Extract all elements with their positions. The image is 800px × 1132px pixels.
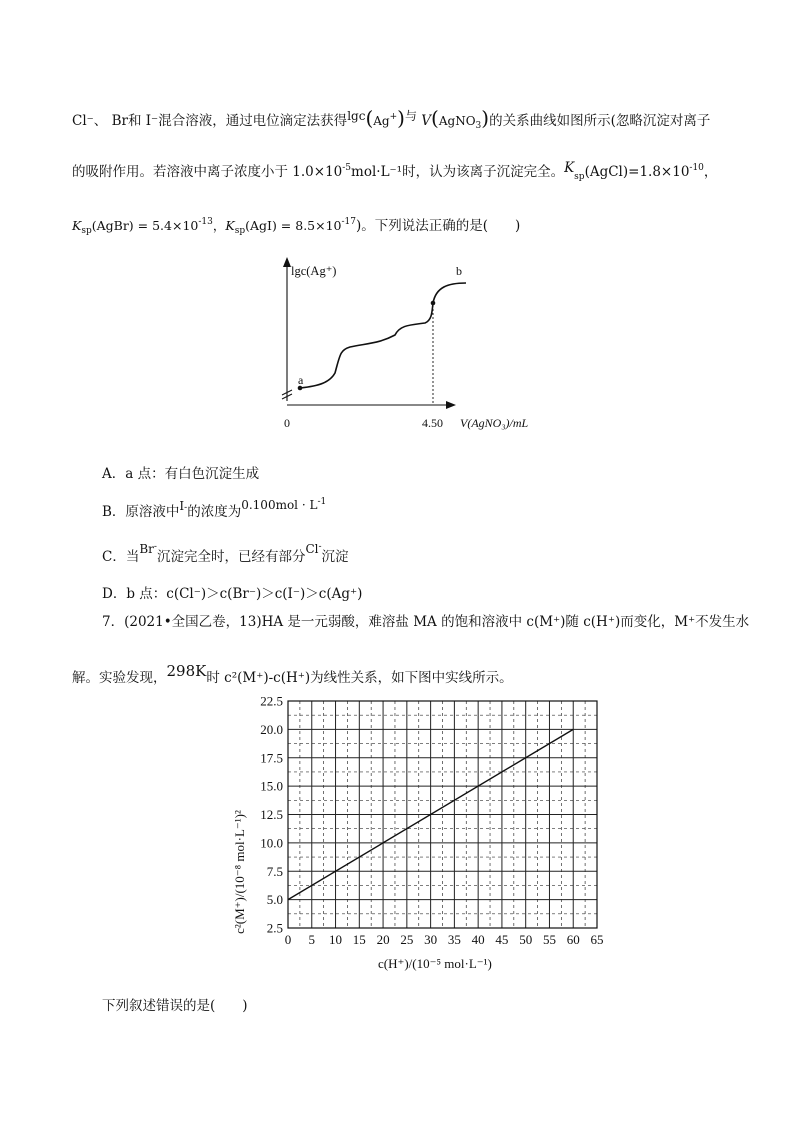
x-tick-label: 60 bbox=[566, 932, 580, 947]
x-tick-label: 35 bbox=[447, 932, 461, 947]
y-axis-title: c²(M⁺)/(10⁻⁸ mol·L⁻¹)² bbox=[232, 810, 247, 934]
p7-line2: 解。实验发现，298K时 c²(M⁺)-c(H⁺)为线性关系，如下图中实线所示。 bbox=[72, 662, 513, 686]
y-tick-label: 7.5 bbox=[266, 863, 283, 879]
origin-label: 0 bbox=[284, 416, 290, 430]
chart-grid bbox=[288, 701, 597, 928]
y-tick-label: 22.5 bbox=[260, 693, 283, 709]
p6-line2: 的吸附作用。若溶液中离子浓度小于 $1.0\times 10^{-5}mol\cdot L^{-1}$时，认为该离子沉淀完全。$K_{sp}(AgCl)=1.8\times 10^{-10}$， bbox=[72, 160, 718, 182]
point-a-label: a bbox=[298, 373, 304, 387]
x-tick-label: 65 bbox=[590, 932, 604, 947]
point-b-marker bbox=[431, 301, 436, 306]
titration-curve bbox=[300, 283, 466, 388]
x-tick-label: 5 bbox=[308, 932, 316, 947]
y-tick-label: 15.0 bbox=[260, 778, 283, 794]
p7-line1: 7．(2021•全国乙卷，13)HA 是一元弱酸，难溶盐 MA 的饱和溶液中 c(M⁺)随 c(H⁺)而变化，M⁺不发生水 bbox=[102, 614, 750, 630]
x-tick-label: 25 bbox=[400, 932, 414, 947]
y-axis-arrow bbox=[283, 257, 291, 267]
y-tick-label: 17.5 bbox=[260, 750, 283, 766]
x-tick-label: 30 bbox=[424, 932, 438, 947]
y-tick-label: 2.5 bbox=[266, 920, 283, 936]
x-axis-title: c(H⁺)/(10⁻⁵ mol·L⁻¹) bbox=[378, 956, 492, 971]
y-axis-label: lgc(Ag⁺) bbox=[291, 264, 337, 278]
x-axis-arrow bbox=[446, 401, 456, 409]
y-tick-label: 20.0 bbox=[260, 721, 283, 737]
x-tick-label: 15 bbox=[352, 932, 366, 947]
linear-chart bbox=[220, 690, 620, 980]
y-tick-label: 10.0 bbox=[260, 835, 283, 851]
option-b: B．原溶液中I-的浓度为$0.100mol \cdot L^{-1}$ bbox=[102, 497, 327, 520]
titration-graph bbox=[270, 255, 570, 435]
x-mark-label: 4.50 bbox=[422, 416, 443, 430]
p7-question: 下列叙述错误的是( ) bbox=[102, 998, 248, 1014]
x-tick-label: 40 bbox=[471, 932, 485, 947]
x-axis-label: V(AgNO₃)/mL bbox=[460, 416, 529, 430]
y-tick-label: 5.0 bbox=[266, 892, 283, 908]
x-tick-label: 45 bbox=[495, 932, 509, 947]
point-b-label: b bbox=[456, 264, 462, 278]
option-a: A．a 点：有白色沉淀生成 bbox=[102, 466, 260, 482]
x-tick-label: 0 bbox=[284, 932, 292, 947]
option-c: C．当Br-沉淀完全时，已经有部分Cl-沉淀 bbox=[102, 542, 349, 565]
p6-line3: $K_{sp}(AgBr) = 5.4\times 10^{-13}$，$K_{sp}(AgI) = 8.5\times 10^{-17}$)。下列说法正确的是( ) bbox=[72, 217, 521, 236]
option-d: D．b 点：c(Cl⁻)＞c(Br⁻)＞c(I⁻)＞c(Ag⁺) bbox=[102, 586, 363, 602]
x-tick-label: 10 bbox=[329, 932, 343, 947]
p6-line1: Cl⁻、 Br和 I⁻混合溶液，通过电位滴定法获得lgc(Ag+)与 V(AgNO$_3$)的关系曲线如图所示(忽略沉淀对离子 bbox=[72, 106, 711, 131]
x-tick-label: 50 bbox=[519, 932, 533, 947]
x-tick-label: 55 bbox=[542, 932, 556, 947]
y-tick-label: 12.5 bbox=[260, 807, 283, 822]
x-tick-label: 20 bbox=[376, 932, 390, 947]
